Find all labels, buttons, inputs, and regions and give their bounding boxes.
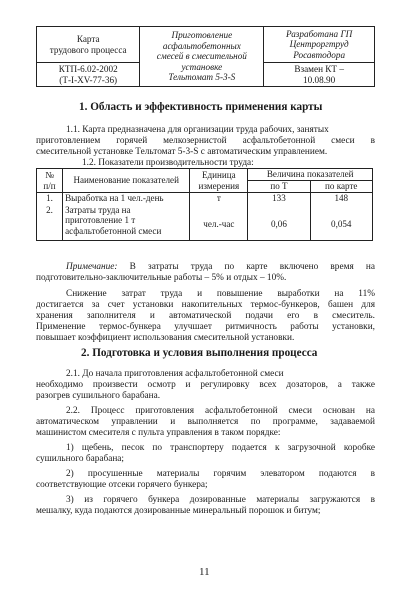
col-card-header: по карте bbox=[310, 181, 372, 193]
card-code-line-1: КТП-6.02-2002 bbox=[58, 64, 118, 74]
section-1-notes bbox=[36, 262, 375, 344]
item-1-line-1: 1) щебень, песок по транспортеру подается к загрузочной коробке bbox=[66, 443, 375, 453]
row-2-unit: чел.-час bbox=[190, 205, 248, 241]
productivity-table bbox=[36, 168, 373, 241]
para-1-1-line-3: смесительной установке Тельтомат 5-3-S с автоматическим управлением. bbox=[36, 147, 328, 157]
subject-line-4: установке bbox=[181, 61, 223, 72]
efficiency-line-5: повышает коэффициент использования смесительной установки. bbox=[36, 333, 295, 343]
row-2-name bbox=[63, 205, 190, 241]
col-unit-label-1: Единица bbox=[202, 169, 236, 180]
col-name-header: Наименование показателей bbox=[63, 169, 190, 193]
item-3-line-2: мешалку, куда подаются дозированные минеральный порошок и битум; bbox=[36, 506, 321, 516]
page-number: 11 bbox=[199, 566, 210, 578]
row-1-unit: т bbox=[190, 193, 248, 205]
col-std-header: по Т bbox=[248, 181, 310, 193]
row-2-name-line-3: асфальтобетонной смеси bbox=[65, 225, 162, 236]
item-3-line-1: 3) из горячего бункера дозированные материалы загружаются в bbox=[66, 495, 375, 505]
para-2-2-line-2: автоматическом управлении и выполняется по программе, задаваемой bbox=[36, 417, 375, 427]
col-unit-header bbox=[190, 169, 248, 193]
para-1-2-line: 1.2. Показатели производительности труда: bbox=[82, 158, 254, 168]
card-developer-cell bbox=[264, 27, 375, 63]
row-1-card: 148 bbox=[310, 193, 372, 205]
col-unit-label-2: измерения bbox=[198, 180, 240, 191]
row-1-name: Выработка на 1 чел.-день bbox=[63, 193, 190, 205]
subject-line-2: асфальтобетонных bbox=[162, 40, 241, 51]
note-line-2: подготовительно-заключительные работы – 5% и отдых – 10%. bbox=[36, 273, 287, 283]
row-2-name-line-1: Затраты труда на bbox=[65, 204, 131, 215]
item-2-line-2: соответствующие отсеки горячего бункера; bbox=[36, 480, 208, 490]
col-number-label-1: № bbox=[45, 169, 54, 180]
col-number-header bbox=[37, 169, 63, 193]
card-subject-cell bbox=[140, 27, 264, 87]
section-2-body bbox=[36, 369, 375, 517]
note-text-1: В затраты труда по карте включено время на bbox=[117, 262, 375, 272]
row-2-num: 2. bbox=[37, 205, 63, 241]
card-title-cell bbox=[37, 27, 140, 63]
section-1-heading: 1. Область и эффективность применения карты bbox=[79, 101, 323, 113]
efficiency-line-1: Снижение затрат труда и повышение выработки на 11% bbox=[66, 289, 375, 299]
note-line-1 bbox=[36, 262, 375, 273]
section-2-heading: 2. Подготовка и условия выполнения процесса bbox=[81, 347, 318, 359]
card-title-line-1: Карта bbox=[76, 34, 100, 44]
col-number-label-2: п/п bbox=[43, 180, 56, 191]
col-value-header: Величина показателей bbox=[248, 169, 373, 181]
efficiency-line-2: достигается за счет установки накопительных термос-бункеров, башен для bbox=[36, 300, 375, 310]
row-2-card: 0,054 bbox=[310, 205, 372, 241]
efficiency-line-3: хранения заполнителя и автоматической подачи его в смеситель. bbox=[36, 311, 375, 321]
developer-line-3: Росавтодора bbox=[293, 49, 346, 60]
para-1-1-line-2: приготовлением горячей мелкозернистой асфальтобетонной смеси в bbox=[36, 136, 375, 146]
row-2-std: 0,06 bbox=[248, 205, 310, 241]
row-1-num: 1. bbox=[37, 193, 63, 205]
card-title-line-2: трудового процесса bbox=[49, 44, 127, 55]
row-1-std: 133 bbox=[248, 193, 310, 205]
para-2-2-line-3: машинистом смесителя с пульта управления в таком порядке: bbox=[36, 428, 281, 438]
developer-line-2: Центроргтруд bbox=[289, 39, 349, 50]
card-code-cell bbox=[37, 63, 140, 87]
para-2-1-line-2: необходимо произвести осмотр и регулировку всех дозаторов, а также bbox=[36, 380, 375, 390]
developer-line-1: Разработана ГП bbox=[285, 28, 353, 39]
card-header-table bbox=[36, 26, 375, 87]
subject-line-5: Тельтомат 5-3-S bbox=[168, 72, 236, 83]
efficiency-line-4: Применение термос-бункера улучшает ритмичность работы установки, bbox=[36, 322, 375, 332]
card-code-line-2: (Т-I-XV-77-36) bbox=[59, 74, 118, 85]
para-2-1-line-1: 2.1. До начала приготовления асфальтобетонной смеси bbox=[66, 369, 284, 379]
table-row bbox=[37, 193, 373, 205]
note-label: Примечание: bbox=[66, 262, 118, 272]
replaces-line-1: Взамен КТ – bbox=[294, 64, 344, 74]
replaces-line-2: 10.08.90 bbox=[303, 74, 336, 85]
para-2-2-line-1: 2.2. Процесс приготовления асфальтобетонной смеси основан на bbox=[66, 406, 375, 416]
item-2-line-1: 2) просушенные материалы горячим элеватором подаются в bbox=[66, 469, 375, 479]
row-2-name-line-2: приготовление 1 т bbox=[65, 215, 136, 226]
table-row bbox=[37, 205, 373, 241]
card-replaces-cell bbox=[264, 63, 375, 87]
subject-line-3: смесей в смесительной bbox=[156, 51, 247, 62]
section-1-intro bbox=[36, 125, 375, 169]
subject-line-1: Приготовление bbox=[171, 30, 233, 41]
item-1-line-2: сушильного барабана; bbox=[36, 454, 125, 464]
para-2-1-line-3: разогрев сушильного барабана. bbox=[36, 391, 161, 401]
para-1-1-line-1: 1.1. Карта предназначена для организации труда рабочих, занятых bbox=[66, 125, 329, 135]
